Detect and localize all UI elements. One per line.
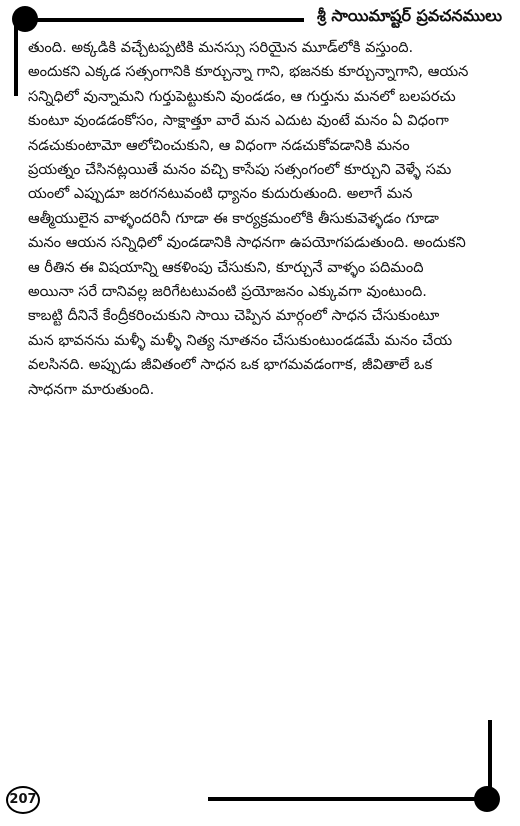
text-line: నడచుకుంటామో ఆలోచించుకుని, ఆ విధంగా నడచుకోవడానికి మనం	[28, 136, 410, 154]
bottom-ornament-dot	[474, 786, 500, 812]
text-line: ప్రయత్నం చేసినట్లయితే మనం వచ్చి కాసేపు సత్సంగంలో కూర్చుని వెళ్ళే సమ	[28, 161, 452, 179]
text-line: కాబట్టి దీనినే కేంద్రీకరించుకుని సాయి చెప్పిన మార్గంలో సాధన చేసుకుంటూ	[28, 307, 440, 325]
text-line: ఆత్మీయులైన వాళ్ళందరినీ గూడా ఈ కార్యక్రమంలోకి తీసుకువెళ్ళడం గూడా	[28, 209, 439, 227]
top-ornament-rule	[24, 18, 304, 22]
running-header: శ్రీ సాయిమాష్టర్ ప్రవచనములు	[317, 6, 502, 25]
body-text	[28, 36, 503, 402]
text-line: మన భావనను మళ్ళీ మళ్ళీ నిత్య నూతనం చేసుకుంటుండడమే మనం చేయ	[28, 331, 453, 349]
text-line: అయినా సరే దానివల్ల జరిగేటటువంటి ప్రయోజనం ఎక్కువగా వుంటుంది.	[28, 283, 427, 301]
text-line: సాధనగా మారుతుంది.	[28, 380, 155, 398]
text-line: యంలో ఎప్పుడూ జరగనటువంటి ధ్యానం కుదురుతుంది. అలాగే మన	[28, 185, 413, 203]
page-number: 207	[6, 786, 40, 814]
text-line: వలసినది. అప్పుడు జీవితంలో సాధన ఒక భాగమవడంగాక, జీవితాలే ఒక	[28, 356, 433, 374]
text-line: అందుకని ఎక్కడ సత్సంగానికి కూర్చున్నా గాని, భజనకు కూర్చున్నాగాని, ఆయన	[28, 63, 469, 81]
text-line: తుంది. అక్కడికి వచ్చేటప్పటికి మనస్సు సరియైన మూడ్‌లోకి వస్తుంది.	[28, 39, 414, 56]
text-line: సన్నిధిలో వున్నామని గుర్తుపెట్టుకుని వుండడం, ఆ గుర్తును మనలో బలపరచు	[28, 87, 456, 105]
bottom-ornament-rule	[208, 797, 488, 801]
top-ornament-dot	[12, 6, 38, 32]
text-line: మనం ఆయన సన్నిధిలో వుండడానికి సాధనగా ఉపయోగపడుతుంది. అందుకని	[28, 234, 466, 252]
text-line: ఆ రీతిన ఈ విషయాన్ని ఆకళింపు చేసుకుని, కూర్చునే వాళ్ళం పదిమంది	[28, 258, 424, 276]
text-line: కుంటూ వుండడంకోసం, సాక్షాత్తూ వారే మన ఎదుట వుంటే మనం ఏ విధంగా	[28, 112, 449, 130]
